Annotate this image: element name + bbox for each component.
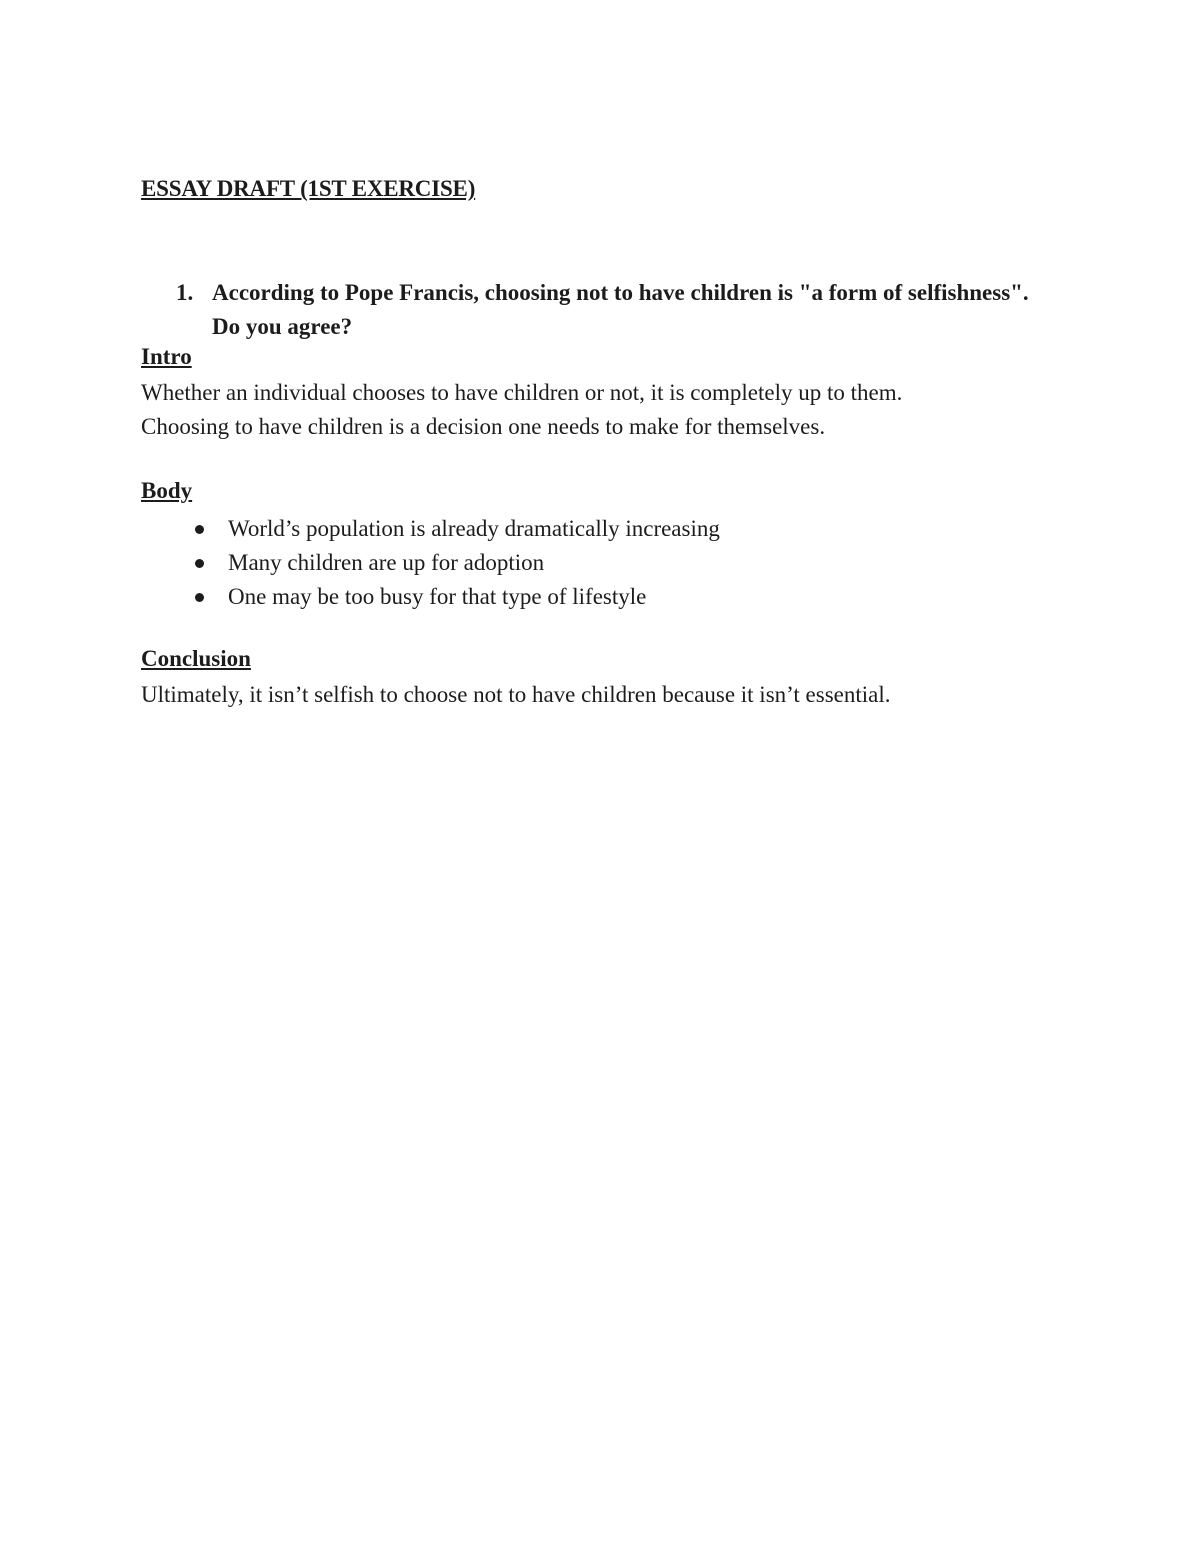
bullet-icon	[195, 559, 204, 568]
document-title: ESSAY DRAFT (1ST EXERCISE)	[141, 176, 476, 201]
body-heading: Body	[141, 478, 193, 503]
conclusion-paragraph	[141, 678, 1041, 712]
body-bullet-list	[192, 512, 720, 614]
list-item	[192, 580, 720, 614]
bullet-text: World’s population is already dramatically increasing	[228, 516, 720, 541]
question-number: 1.	[176, 280, 194, 305]
essay-question	[176, 276, 1036, 344]
intro-line: Choosing to have children is a decision one needs to make for themselves.	[141, 414, 826, 439]
intro-heading: Intro	[141, 344, 192, 369]
list-item	[192, 512, 720, 546]
bullet-text: One may be too busy for that type of lifestyle	[228, 584, 647, 609]
intro-paragraph	[141, 376, 1041, 444]
list-item	[192, 546, 720, 580]
bullet-text: Many children are up for adoption	[228, 550, 545, 575]
conclusion-text: Ultimately, it isn’t selfish to choose not to have children because it isn’t essential.	[141, 682, 891, 707]
bullet-icon	[195, 525, 204, 534]
intro-line: Whether an individual chooses to have children or not, it is completely up to them.	[141, 380, 903, 405]
conclusion-heading: Conclusion	[141, 646, 251, 671]
bullet-icon	[195, 593, 204, 602]
question-text: According to Pope Francis, choosing not to have children is "a form of selfishness". Do you agree?	[212, 280, 1029, 339]
